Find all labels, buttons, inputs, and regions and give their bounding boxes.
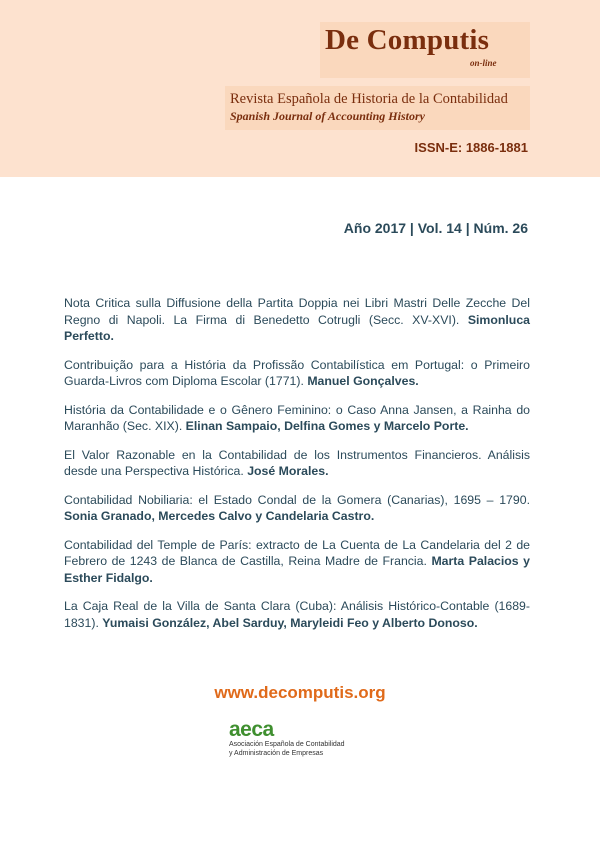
article-item [64, 492, 530, 525]
aeca-name-line1: Asociación Española de Contabilidad [229, 741, 345, 748]
article-authors: Manuel Gonçalves. [307, 374, 419, 388]
article-title: História da Contabilidade e o Gênero Feminino: o Caso Anna Jansen, a Rainha do Maranhão (Sec. XIX). [64, 402, 530, 433]
article-title: Contabilidad Nobiliaria: el Estado Condal de la Gomera (Canarias), 1695 – 1790. [64, 492, 530, 507]
article-item [64, 295, 530, 345]
aeca-name-line2: y Administración de Empresas [229, 749, 324, 757]
issn-label: ISSN-E: 1886-1881 [414, 140, 528, 155]
article-authors: Yumaisi González, Abel Sarduy, Maryleidi Feo y Alberto Donoso. [102, 615, 478, 630]
article-authors: José Morales. [247, 464, 329, 478]
journal-name-spanish: Revista Española de Historia de la Contabilidad [230, 91, 508, 107]
article-list [64, 295, 530, 643]
article-item [64, 447, 530, 480]
article-authors: Simonluca Perfetto. [64, 312, 530, 343]
article-item [64, 537, 530, 587]
aeca-logo-word: aeca [229, 718, 274, 741]
journal-logo-title: De Computis [325, 24, 490, 56]
article-title: La Caja Real de la Villa de Santa Clara (Cuba): Análisis Histórico-Contable (1689-1831). [64, 599, 530, 630]
journal-logo-subtitle: on-line [470, 58, 497, 68]
article-title: Contribuição para a História da Profissão Contabilística em Portugal: o Primeiro Guarda-Livros com Diploma Escolar (1771). [64, 357, 530, 388]
article-item [64, 598, 530, 631]
article-authors: Marta Palacios y Esther Fidalgo. [64, 554, 530, 585]
article-item [64, 402, 530, 435]
website-link[interactable]: www.decomputis.org [214, 683, 386, 702]
journal-name-english: Spanish Journal of Accounting History [230, 109, 425, 123]
article-title: El Valor Razonable en la Contabilidad de los Instrumentos Financieros. Análisis desde una Perspectiva Histórica. [64, 447, 530, 478]
article-title: Nota Critica sulla Diffusione della Partita Doppia nei Libri Mastri Delle Zecche Del Regno di Napoli. La Firma di Benedetto Cotrugli (Secc. XV-XVI). [64, 296, 530, 327]
issue-label: Año 2017 | Vol. 14 | Núm. 26 [343, 220, 528, 236]
aeca-logo [229, 719, 345, 758]
article-authors: Sonia Granado, Mercedes Calvo y Candelaria Castro. [64, 509, 375, 523]
article-item [64, 357, 530, 390]
article-title: Contabilidad del Temple de París: extracto de La Cuenta de La Candelaria del 2 de Febrero de 1243 de Blanca de Castilla, Reina Madre de Francia. [64, 537, 530, 568]
article-authors: Elinan Sampaio, Delfina Gomes y Marcelo Porte. [185, 419, 469, 433]
